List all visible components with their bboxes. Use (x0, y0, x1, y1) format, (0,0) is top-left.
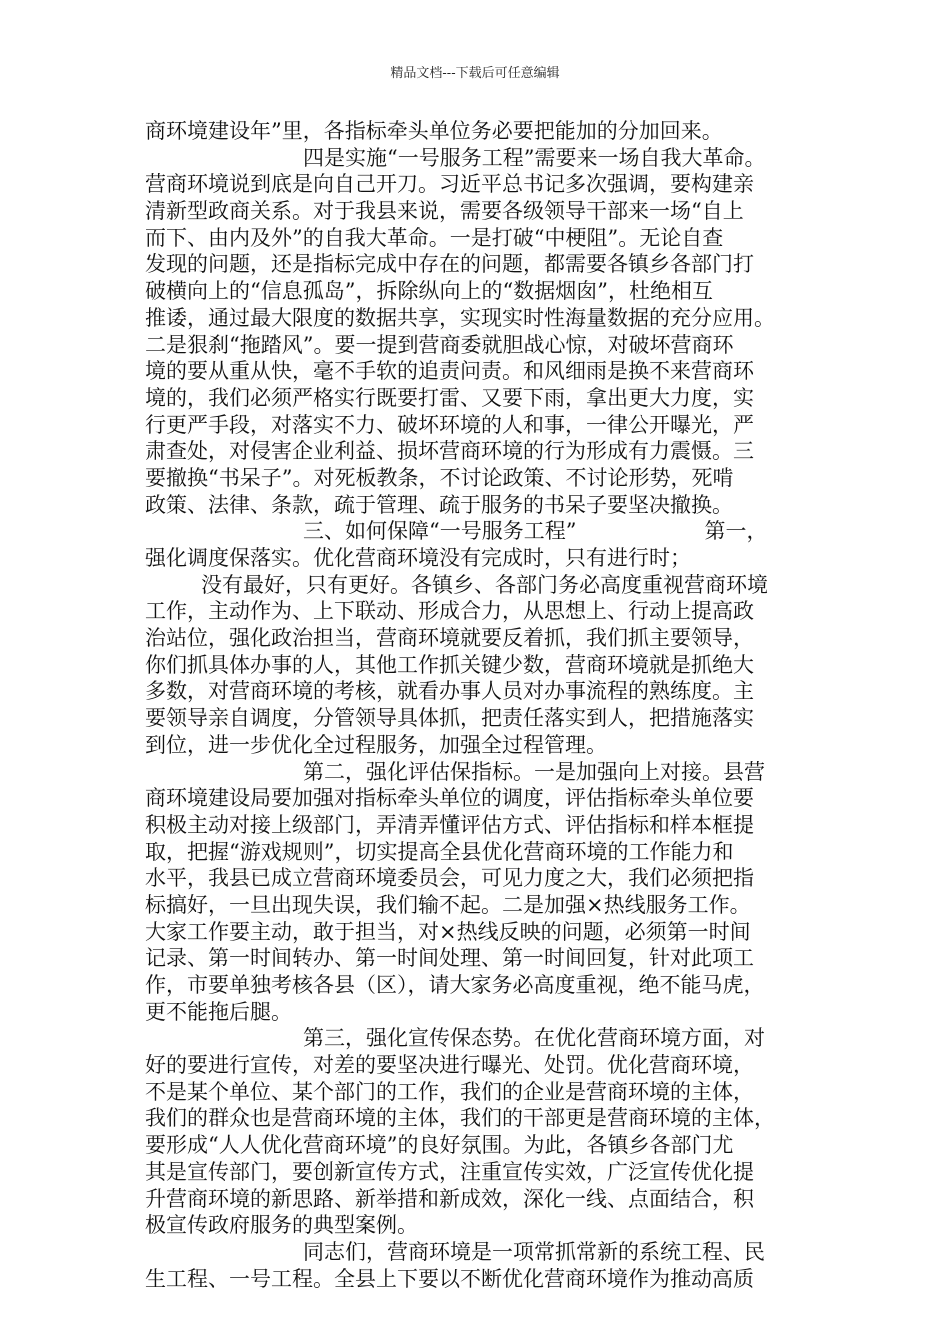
text-line: 作，市要单独考核各县（区），请大家务必高度重视，绝不能马虎， (145, 973, 765, 997)
paragraph-start-line: 同志们，营商环境是一项常抓常新的系统工程、民 (303, 1239, 765, 1264)
document-body (145, 118, 823, 1292)
text-line: 推诿，通过最大限度的数据共享，实现实时性海量数据的充分应用。 (145, 305, 775, 330)
text-line: 生工程、一号工程。全县上下要以不断优化营商环境作为推动高质 (145, 1266, 754, 1291)
section-heading-line (145, 518, 823, 545)
text-line: 境的，我们必须严格实行既要打雷、又要下雨，拿出更大力度，实 (145, 385, 754, 410)
text-line: 要领导亲自调度，分管领导具体抓，把责任落实到人，把措施落实 (145, 706, 754, 731)
text-line: 你们抓具体办事的人，其他工作抓关键少数，营商环境就是抓绝大 (145, 652, 754, 677)
text-line: 多数，对营商环境的考核，就看办事人员对办事流程的熟练度。主 (145, 679, 754, 704)
text-line: 商环境建设局要加强对指标牵头单位的调度，评估指标牵头单位要 (145, 786, 754, 811)
text-line: 治站位，强化政治担当，营商环境就要反着抓，我们抓主要领导， (145, 626, 754, 651)
text-line: 更不能拖后腿。 (145, 999, 292, 1024)
paragraph-start-line: 没有最好，只有更好。各镇乡、各部门务必高度重视营商环境 (201, 572, 768, 597)
text-line: 标搞好，一旦出现失误，我们输不起。二是加强×热线服务工作。 (145, 892, 751, 917)
text-line: 我们的群众也是营商环境的主体，我们的干部更是营商环境的主体， (145, 1106, 775, 1131)
text-line: 好的要进行宣传，对差的要坚决进行曝光、处罚。优化营商环境， (145, 1053, 754, 1078)
text-line: 要撤换“书呆子”。对死板教条，不讨论政策、不讨论形势，死啃 (145, 465, 734, 490)
text-line: 积极主动对接上级部门，弄清弄懂评估方式、评估指标和样本框提 (145, 812, 754, 837)
text-line: 其是宣传部门，要创新宣传方式，注重宣传实效，广泛宣传优化提 (145, 1159, 754, 1184)
text-line: 大家工作要主动，敢于担当，对×热线反映的问题，必须第一时间 (145, 919, 751, 944)
text-line: 水平，我县已成立营商环境委员会，可见力度之大，我们必须把指 (145, 866, 754, 891)
section-heading: 三、如何保障“一号服务工程” (303, 519, 577, 544)
text-line: 政策、法律、条款，疏于管理、疏于服务的书呆子要坚决撤换。 (145, 492, 733, 517)
text-line: 肃查处，对侵害企业利益、损坏营商环境的行为形成有力震慑。三 (145, 439, 754, 464)
paragraph-start-line: 第三，强化宣传保态势。在优化营商环境方面，对 (303, 1026, 765, 1051)
text-line: 不是某个单位、某个部门的工作，我们的企业是营商环境的主体， (145, 1079, 754, 1104)
text-line: 二是狠刹“拖踏风”。要一提到营商委就胆战心惊，对破坏营商环 (145, 332, 734, 357)
text-line: 发现的问题，还是指标完成中存在的问题，都需要各镇乡各部门打 (145, 252, 754, 277)
text-line: 要形成“人人优化营商环境”的良好氛围。为此，各镇乡各部门尤 (145, 1133, 734, 1158)
text-line: 行更严手段，对落实不力、破坏环境的人和事，一律公开曝光，严 (145, 412, 754, 437)
text-line: 强化调度保落实。优化营商环境没有完成时，只有进行时； (145, 546, 691, 570)
text-line: 商环境建设年”里，各指标牵头单位务必要把能加的分加回来。 (145, 119, 723, 143)
text-line: 而下、由内及外”的自我大革命。一是打破“中梗阻”。无论自查 (145, 225, 724, 250)
text-line: 记录、第一时间转办、第一时间处理、第一时间回复，针对此项工 (145, 946, 754, 971)
paragraph-start-line: 四是实施“一号服务工程”需要来一场自我大革命。 (303, 145, 766, 170)
text-line: 清新型政商关系。对于我县来说，需要各级领导干部来一场“自上 (145, 199, 744, 224)
text-line: 境的要从重从快，毫不手软的追责问责。和风细雨是换不来营商环 (145, 359, 754, 384)
text-line: 到位，进一步优化全过程服务，加强全过程管理。 (145, 732, 607, 757)
paragraph-start-line: 第二，强化评估保指标。一是加强向上对接。县营 (303, 759, 765, 784)
page-header: 精品文档---下载后可任意编辑 (390, 66, 560, 81)
text-line: 升营商环境的新思路、新举措和新成效，深化一线、点面结合，积 (145, 1186, 754, 1211)
text-line: 工作，主动作为、上下联动、形成合力，从思想上、行动上提高政 (145, 599, 754, 624)
section-first-label: 第一， (704, 519, 768, 544)
text-line: 营商环境说到底是向自己开刀。习近平总书记多次强调，要构建亲 (145, 172, 754, 197)
text-line: 取，把握“游戏规则”，切实提高全县优化营商环境的工作能力和 (145, 839, 734, 864)
text-line: 极宣传政府服务的典型案例。 (145, 1213, 418, 1238)
text-line: 破横向上的“信息孤岛”，拆除纵向上的“数据烟囱”，杜绝相互 (145, 279, 713, 304)
